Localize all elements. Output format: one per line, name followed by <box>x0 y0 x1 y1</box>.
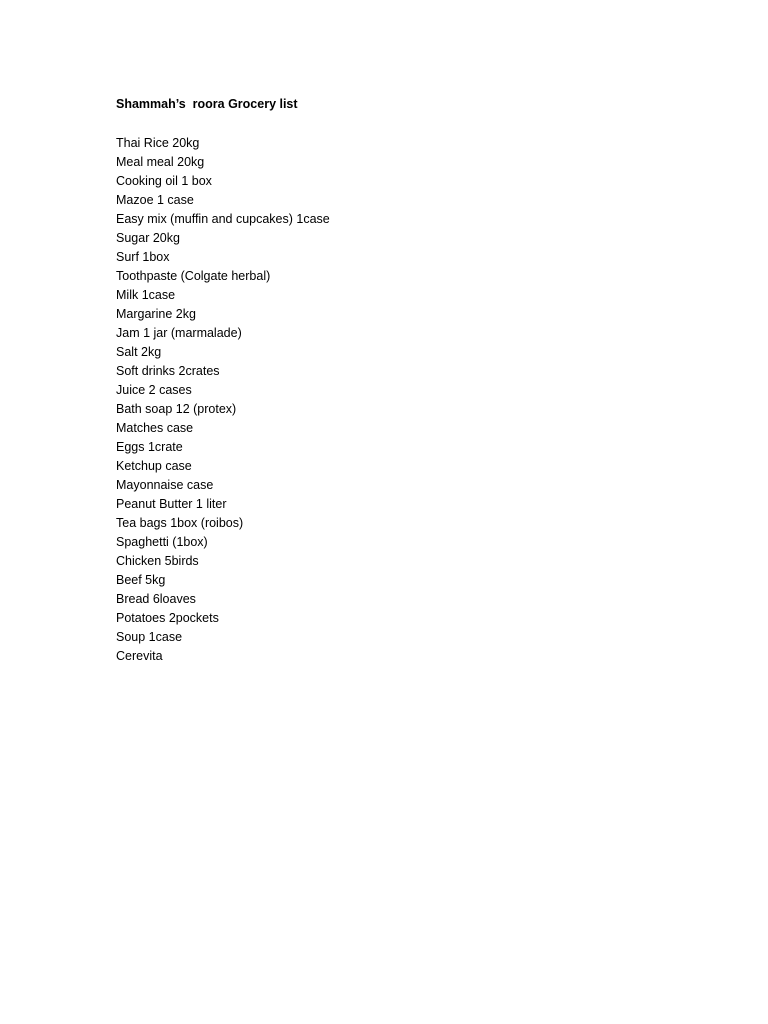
list-item: Thai Rice 20kg <box>116 136 200 150</box>
list-item: Peanut Butter 1 liter <box>116 497 227 511</box>
list-item: Mayonnaise case <box>116 478 214 492</box>
list-item: Easy mix (muffin and cupcakes) 1case <box>116 212 330 226</box>
document-title: Shammah’s roora Grocery list <box>116 97 298 111</box>
list-item: Mazoe 1 case <box>116 193 194 207</box>
list-item: Spaghetti (1box) <box>116 535 208 549</box>
list-item: Soft drinks 2crates <box>116 364 220 378</box>
list-item: Meal meal 20kg <box>116 155 205 169</box>
grocery-list <box>116 134 330 666</box>
list-item: Bread 6loaves <box>116 592 196 606</box>
list-item: Chicken 5birds <box>116 554 199 568</box>
list-item: Margarine 2kg <box>116 307 196 321</box>
list-item: Milk 1case <box>116 288 176 302</box>
list-item: Toothpaste (Colgate herbal) <box>116 269 271 283</box>
list-item: Cerevita <box>116 649 163 663</box>
list-item: Cooking oil 1 box <box>116 174 212 188</box>
list-item: Sugar 20kg <box>116 231 180 245</box>
list-item: Juice 2 cases <box>116 383 192 397</box>
list-item: Jam 1 jar (marmalade) <box>116 326 242 340</box>
list-item: Potatoes 2pockets <box>116 611 219 625</box>
list-item: Matches case <box>116 421 194 435</box>
list-item: Beef 5kg <box>116 573 166 587</box>
list-item: Eggs 1crate <box>116 440 183 454</box>
list-item: Ketchup case <box>116 459 192 473</box>
list-item: Surf 1box <box>116 250 170 264</box>
list-item: Salt 2kg <box>116 345 162 359</box>
list-item: Bath soap 12 (protex) <box>116 402 237 416</box>
list-item: Soup 1case <box>116 630 183 644</box>
list-item: Tea bags 1box (roibos) <box>116 516 244 530</box>
